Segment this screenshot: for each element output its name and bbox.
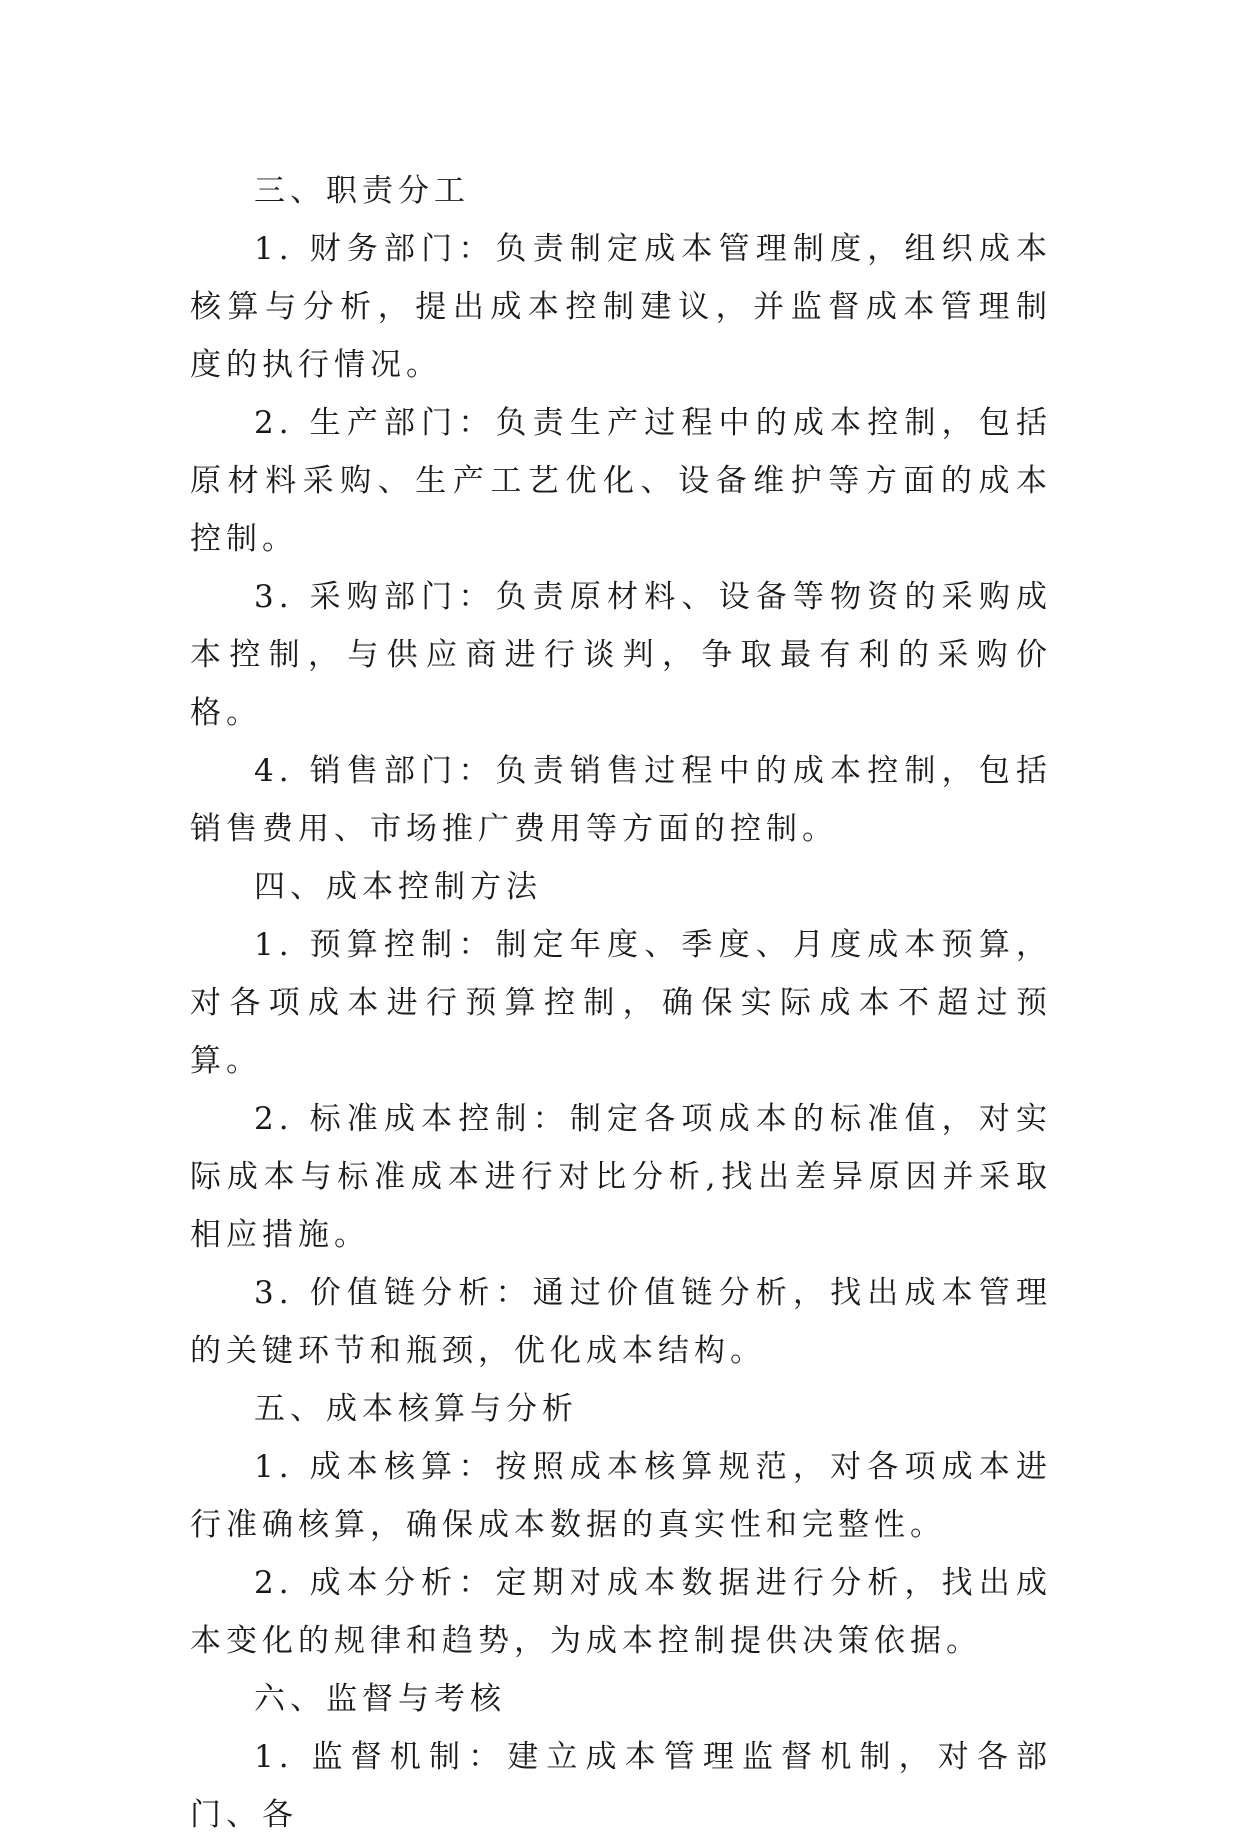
item-procurement-department: 3. 采购部门：负责原材料、设备等物资的采购成本控制，与供应商进行谈判，争取最有利的采购价格。 xyxy=(190,579,1052,731)
item-production-department: 2. 生产部门：负责生产过程中的成本控制，包括原材料采购、生产工艺优化、设备维护等方面的成本控制。 xyxy=(190,405,1052,557)
item-standard-cost-control: 2. 标准成本控制：制定各项成本的标准值，对实际成本与标准成本进行对比分析,找出差异原因并采取相应措施。 xyxy=(190,1101,1052,1253)
section-heading-responsibilities: 三、职责分工 xyxy=(254,173,470,209)
item-sales-department: 4. 销售部门：负责销售过程中的成本控制，包括销售费用、市场推广费用等方面的控制。 xyxy=(190,753,1052,847)
item-supervision-mechanism: 1. 监督机制：建立成本管理监督机制，对各部门、各 xyxy=(190,1739,1052,1833)
item-value-chain-analysis: 3. 价值链分析：通过价值链分析，找出成本管理的关键环节和瓶颈，优化成本结构。 xyxy=(190,1275,1052,1369)
item-cost-analysis: 2. 成本分析：定期对成本数据进行分析，找出成本变化的规律和趋势，为成本控制提供决策依据。 xyxy=(190,1565,1052,1659)
item-cost-accounting: 1. 成本核算：按照成本核算规范，对各项成本进行准确核算，确保成本数据的真实性和完整性。 xyxy=(190,1449,1052,1543)
item-finance-department: 1. 财务部门：负责制定成本管理制度，组织成本核算与分析，提出成本控制建议，并监督成本管理制度的执行情况。 xyxy=(190,231,1052,383)
section-heading-supervision: 六、监督与考核 xyxy=(254,1681,506,1717)
document-body xyxy=(190,162,1052,1844)
section-heading-cost-control-methods: 四、成本控制方法 xyxy=(254,869,542,905)
item-budget-control: 1. 预算控制：制定年度、季度、月度成本预算，对各项成本进行预算控制，确保实际成本不超过预算。 xyxy=(190,927,1052,1079)
section-heading-cost-accounting: 五、成本核算与分析 xyxy=(254,1391,578,1427)
